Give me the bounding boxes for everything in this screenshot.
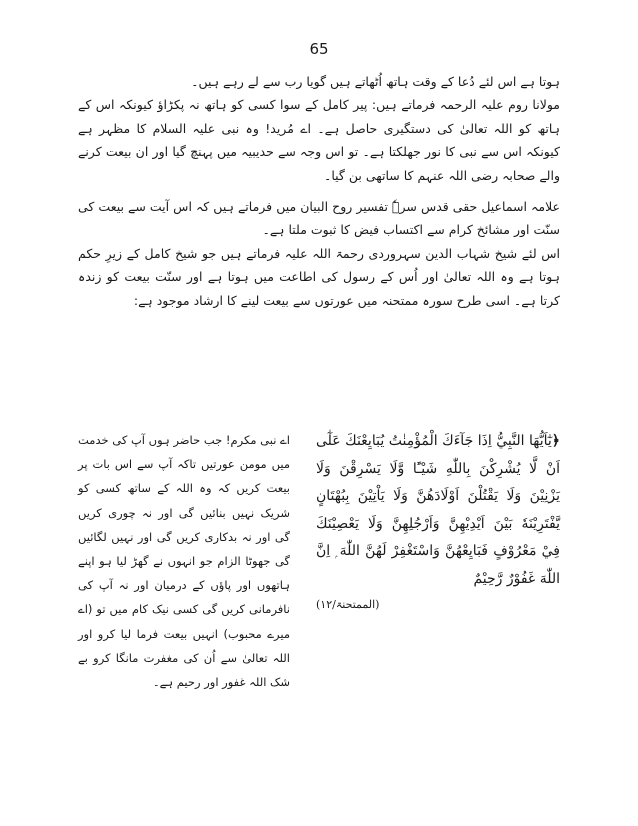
main-text: [78, 70, 560, 312]
paragraph-4: اس لئے شیخ شہاب الدین سہروردی رحمۃ اللہ علیہ فرماتے ہیں جو شیخ کامل کے زیرِ حکم ہوتا ہے وہ اللہ تعالیٰ اور اُس کے رسول کی اطاعت میں ہوتا ہے اور سنّت بیعت کو زندہ کرتا ہے۔ اسی طرح سورہ ممتحنہ میں عورتوں سے بیعت لینے کا ارشاد موجود ہے:: [78, 245, 560, 308]
page-number: 65: [309, 40, 329, 58]
paragraph-2: مولانا روم علیہ الرحمہ فرماتے ہیں: پیر کامل کے سوا کسی کو ہاتھ نہ پکڑاؤ کیونکہ اس کے ہاتھ کو اللہ تعالیٰ کی دستگیری حاصل ہے۔ اے مُرید! وہ نبی علیہ السلام کا مظہر ہے کیونکہ اس سے نبی کا نور جھلکتا ہے۔ تو اس وجہ سے حدیبیہ میں پہنچ گیا اور ان بیعت کرنے والے صحابہ رضی اللہ عنہم کا ساتھی بن گیا۔: [78, 97, 560, 183]
paragraph-1: ہوتا ہے اس لئے دُعا کے وقت ہاتھ اُٹھاتے ہیں گویا رب سے لے رہے ہیں۔: [191, 74, 560, 89]
translation-column: اے نبی مکرم! جب حاضر ہوں آپ کی خدمت میں مومن عورتیں تاکہ آپ سے اس بات پر بیعت کریں کہ وہ اللہ کے ساتھ کسی کو شریک نہیں بنائیں گی اور نہ چوری کریں گی اور نہ بدکاری کریں گی اور نہیں لگائیں گی جھوٹا الزام جو انہوں نے گھڑ لیا ہو اپنے ہاتھوں اور پاؤں کے درمیان اور نہ آپ کی نافرمانی کریں گی کسی نیک کام میں تو (اے میرے محبوب) انہیں بیعت فرما لیا کرو اور اللہ تعالیٰ سے اُن کی مغفرت مانگا کرو بے شک اللہ غفور اور رحیم ہے۔: [78, 433, 290, 690]
quran-verse-column: [316, 428, 560, 738]
verse-translation-columns: [78, 428, 560, 738]
verse-open-mark: ﴿: [551, 433, 560, 449]
verse-reference: (الممتحنۃ/۱۲): [316, 598, 380, 611]
paragraph-3: علامہ اسماعیل حقی قدس سرہٗ تفسیر روح البیان میں فرماتے ہیں کہ اس آیت سے بیعت کی سنّت اور مشائخ کرام سے اکتساب فیض کا ثبوت ملتا ہے۔: [78, 199, 560, 238]
quran-verse-text: يٰٓاَيُّهَا النَّبِيُّ اِذَا جَآءَكَ الْمُؤْمِنٰتُ يُبَايِعْنَكَ عَلٰٓى اَنْ لَّا يُشْرِكْنَ بِاللّٰهِ شَيْـًٔا وَّلَا يَسْرِقْنَ وَلَا يَزْنِيْنَ وَلَا يَقْتُلْنَ اَوْلَادَهُنَّ وَلَا يَاْتِيْنَ بِبُهْتَانٍ يَّفْتَرِيْنَهٗ بَيْنَ اَيْدِيْهِنَّ وَاَرْجُلِهِنَّ وَلَا يَعْصِيْنَكَ فِيْ مَعْرُوْفٍ فَبَايِعْهُنَّ وَاسْتَغْفِرْ لَهُنَّ اللّٰهَ ۭ اِنَّ اللّٰهَ غَفُوْرٌ رَّحِيْمٌ: [316, 433, 560, 587]
